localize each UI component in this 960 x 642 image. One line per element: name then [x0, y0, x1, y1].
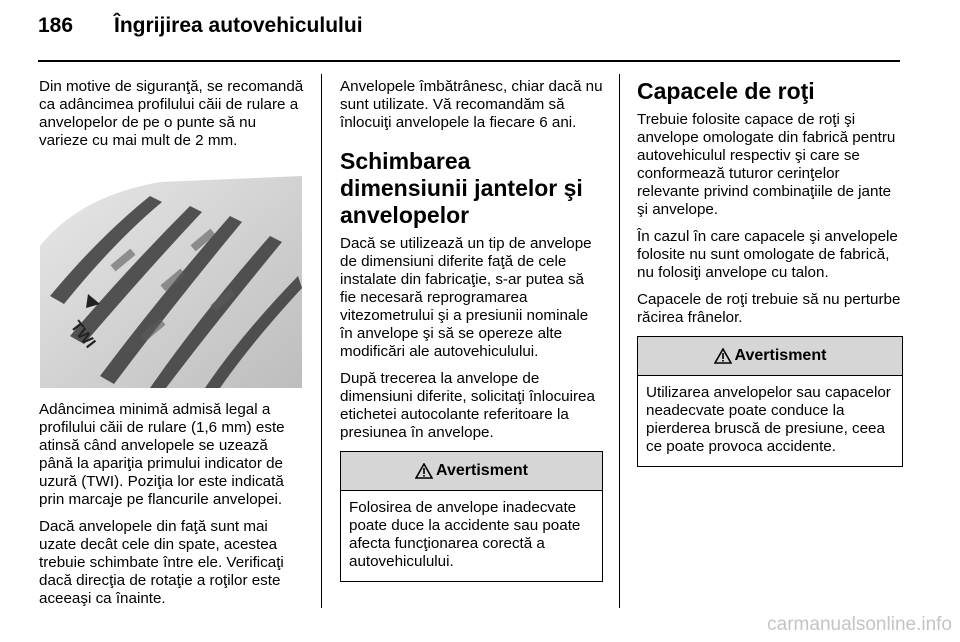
- paragraph-tire-aging: Anvelopele îmbătrânesc, chiar dacă nu sunt utilizate. Vă recomandăm să înlocuiţi anvelopele la fiecare 6 ani.: [340, 78, 603, 131]
- watermark: carmanualsonline.info: [767, 614, 952, 635]
- paragraph-tread-depth: Din motive de siguranţă, se recomandă ca adâncimea profilului căii de rulare a anvelopelor de pe o punte să nu varieze cu mai mult de 2 mm.: [39, 78, 304, 149]
- column-1-lower: [39, 401, 305, 617]
- paragraph-reprogramming: Dacă se utilizează un tip de anvelope de dimensiuni diferite faţă de cele instalate din fabricaţie, s-ar putea să fie necesară reprogramarea vitezometrului şi a presiunii nominale în anvelope şi să se opereze alte modificări ale autovehiculului.: [340, 235, 592, 360]
- warning-box-covers: [637, 336, 903, 467]
- paragraph-brake-cooling: Capacele de roţi trebuie să nu perturbe răcirea frânelor.: [637, 291, 901, 326]
- column-divider-2: [619, 74, 620, 608]
- column-2: [340, 78, 603, 582]
- paragraph-min-depth: Adâncimea minimă admisă legal a profilului căii de rulare (1,6 mm) este atinsă când anvelopele se uzează până la apariţia primului indicator de uzură (TWI). Poziţia lor este indicată prin marcaje pe flancurile anvelopei.: [39, 401, 285, 508]
- page-number: 186: [38, 14, 74, 37]
- warning-triangle-icon: [415, 463, 433, 479]
- header-rule: [38, 60, 900, 62]
- tire-tread-illustration: [40, 176, 302, 388]
- page-title: Îngrijirea autovehiculului: [114, 14, 363, 37]
- column-divider-1: [321, 74, 322, 608]
- warning-title-covers: Avertisment: [734, 347, 827, 364]
- paragraph-approved-covers: Trebuie folosite capace de roţi şi anvelope omologate din fabrică pentru autovehiculul respectiv şi care se conformează tuturor cerinţelor relevante privind combinaţiile de jante şi anvelope.: [637, 111, 896, 218]
- heading-size-change: Schimbarea dimensiunii jantelor şi anvelopelor: [340, 148, 583, 228]
- paragraph-non-approved: În cazul în care capacele şi anvelopele folosite nu sunt omologate de fabrică, nu folosiţi anvelope cu talon.: [637, 228, 898, 281]
- paragraph-rotation: Dacă anvelopele din faţă sunt mai uzate decât cele din spate, acestea trebuie schimbate între ele. Verificaţi dacă direcţia de rotaţie a roţilor este aceeaşi ca înainte.: [39, 518, 284, 607]
- warning-text: Folosirea de anvelope inadecvate poate duce la accidente sau poate afecta funcţionarea corectă a autovehiculului.: [349, 499, 581, 570]
- warning-box: [340, 451, 603, 582]
- warning-header-covers: [638, 337, 902, 376]
- warning-header: [341, 452, 602, 491]
- heading-wheel-covers: Capacele de roţi: [637, 78, 815, 104]
- warning-text-covers: Utilizarea anvelopelor sau capacelor neadecvate poate conduce la pierderea bruscă de presiune, ceea ce poate provoca accidente.: [646, 384, 891, 455]
- twi-label: TWI: [66, 317, 99, 352]
- column-3: [637, 78, 903, 467]
- column-1: [39, 78, 305, 159]
- warning-triangle-icon: [714, 348, 732, 364]
- warning-title: Avertisment: [436, 462, 528, 479]
- paragraph-label-replace: După trecerea la anvelope de dimensiuni diferite, solicitaţi înlocuirea etichetei autocolante referitoare la presiunea în anvelope.: [340, 370, 595, 441]
